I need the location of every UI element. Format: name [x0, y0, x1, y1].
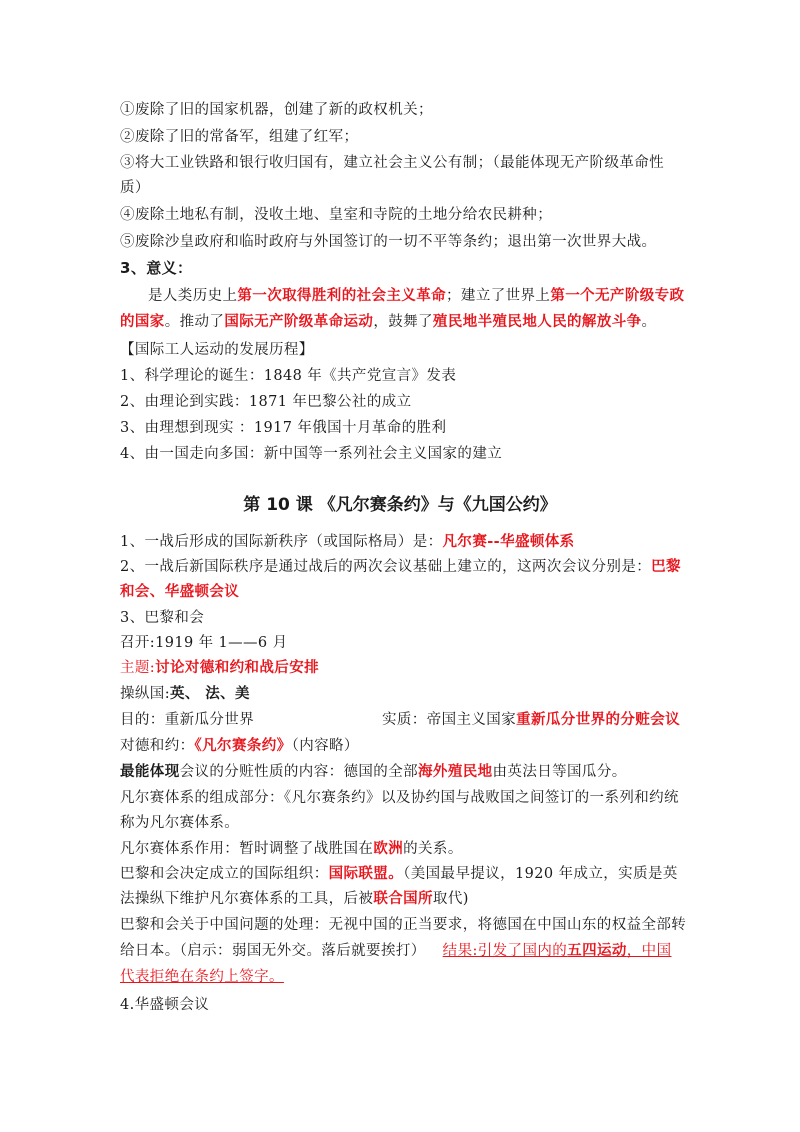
lesson-title: 第 10 课 《凡尔赛条约》与《九国公约》	[243, 495, 557, 515]
text: 由英法日等国瓜分。	[492, 764, 627, 780]
highlight-colonies: 海外殖民地	[418, 763, 493, 780]
control-countries: 英、 法、美	[170, 685, 250, 702]
highlight-conferences: 和会、华盛顿会议	[120, 583, 240, 600]
text: （美国最早提议，1920 年成立，实质是英	[403, 866, 678, 882]
text: 对德和约：	[120, 738, 195, 754]
measure-line-2: ②废除了旧的常备军，组建了红军；	[120, 129, 359, 145]
highlight-essence: 重新瓜分世界的分赃会议	[516, 711, 681, 728]
highlight-colonial-liberation: 殖民地半殖民地人民的解放斗争	[432, 313, 642, 330]
question-2-cont	[120, 581, 688, 603]
org-line-1	[120, 863, 688, 885]
text: ；建立了世界上	[446, 288, 551, 304]
highlight-state: 的国家	[120, 313, 165, 330]
text: 最能体现	[120, 763, 180, 780]
china-line-2	[120, 940, 688, 962]
question-4: 4.华盛顿会议	[120, 997, 210, 1013]
significance-para-line-1	[120, 285, 688, 307]
history-item-2: 2、由理论到实践：1871 年巴黎公社的成立	[120, 394, 412, 410]
system-line-2: 称为凡尔赛体系。	[120, 815, 240, 831]
system-effect	[120, 838, 688, 860]
text: 。推动了	[164, 314, 225, 330]
text: 给日本。（启示：弱国无外交。落后就要挨打）	[120, 943, 426, 959]
paris-purpose-essence	[120, 709, 688, 731]
highlight-first-socialist-revolution: 第一次取得胜利的社会主义革命	[237, 287, 447, 304]
text: 取代)	[432, 891, 469, 907]
text: 主题:	[120, 660, 156, 676]
text: 巴黎和会决定成立的国际组织：	[120, 866, 329, 882]
text: 结果:引发了国内的	[442, 943, 568, 959]
paris-best-reflects	[120, 761, 688, 783]
essence	[382, 709, 680, 731]
highlight-europe: 欧洲	[373, 840, 404, 857]
highlight-versailles-washington: 凡尔赛--华盛顿体系	[442, 533, 575, 550]
history-item-4: 4、由一国走向多国：新中国等一系列社会主义国家的建立	[120, 446, 503, 462]
text: （内容略）	[291, 738, 359, 754]
highlight-theme: 讨论对德和约和战后安排	[155, 659, 319, 676]
text: 的关系。	[403, 841, 463, 857]
highlight-intl-movement: 国际无产阶级革命运动	[224, 313, 374, 330]
text: 凡尔赛体系作用：暂时调整了战胜国在	[120, 841, 374, 857]
text: 法操纵下维护凡尔赛体系的工具，后被	[120, 891, 374, 907]
result-text-cont: 代表拒绝在条约上签字。	[120, 969, 284, 985]
paris-treaty	[120, 735, 688, 757]
text: 2、一战后新国际秩序是通过战后的两次会议基础上建立的，这两次会议分别是：	[120, 559, 652, 575]
measure-line-3-cont: 质）	[120, 180, 150, 196]
system-line-1: 凡尔赛体系的组成部分：《凡尔赛条约》以及协约国与战败国之间签订的一系列和约统	[120, 790, 679, 806]
text: 实质：帝国主义国家	[382, 712, 517, 728]
question-3: 3、巴黎和会	[120, 610, 205, 626]
highlight-may-fourth: 五四运动	[567, 942, 627, 959]
question-2	[120, 556, 688, 578]
paris-open: 召开:1919 年 1——6 月	[120, 635, 288, 651]
org-line-2	[120, 888, 688, 910]
highlight-first-proletarian-dictatorship: 第一个无产阶级专政	[550, 287, 685, 304]
significance-para-line-2	[120, 311, 688, 333]
paris-control	[120, 683, 688, 705]
purpose: 目的：重新瓜分世界	[120, 712, 255, 728]
highlight-league: 国际联盟。	[328, 865, 404, 882]
measure-line-3: ③将大工业铁路和银行收归国有，建立社会主义公有制；（最能体现无产阶级革命性	[120, 155, 665, 171]
highlight-treaty: 《凡尔赛条约》	[194, 737, 292, 754]
question-1	[120, 531, 688, 553]
measure-line-1: ①废除了旧的国家机器，创建了新的政权机关；	[120, 102, 433, 118]
text: ，鼓舞了	[373, 314, 433, 330]
text: ，中国	[626, 943, 672, 959]
measure-line-4: ④废除土地私有制，没收土地、皇室和寺院的土地分给农民耕种；	[120, 207, 553, 223]
significance-heading: 3、意义：	[120, 259, 193, 277]
history-title: 【国际工人运动的发展历程】	[120, 342, 314, 358]
text: 操纵国:	[120, 686, 170, 702]
text: 。	[641, 314, 657, 330]
china-line-3	[120, 966, 688, 988]
text: 是人类历史上	[148, 288, 238, 304]
result-text	[443, 943, 672, 959]
history-item-1: 1、科学理论的诞生：1848 年《共产党宣言》发表	[120, 368, 457, 384]
text: 会议的分赃性质的内容：德国的全部	[179, 764, 419, 780]
text: 1、一战后形成的国际新秩序（或国际格局）是：	[120, 534, 443, 550]
highlight-un: 联合国所	[373, 890, 433, 907]
history-item-3: 3、由理想到现实 ：1917 年俄国十月革命的胜利	[120, 420, 447, 436]
highlight-paris: 巴黎	[651, 558, 681, 575]
measure-line-5: ⑤废除沙皇政府和临时政府与外国签订的一切不平等条约；退出第一次世界大战。	[120, 234, 657, 250]
china-line-1: 巴黎和会关于中国问题的处理：无视中国的正当要求，将德国在中国山东的权益全部转	[120, 917, 687, 933]
paris-theme	[120, 657, 688, 679]
